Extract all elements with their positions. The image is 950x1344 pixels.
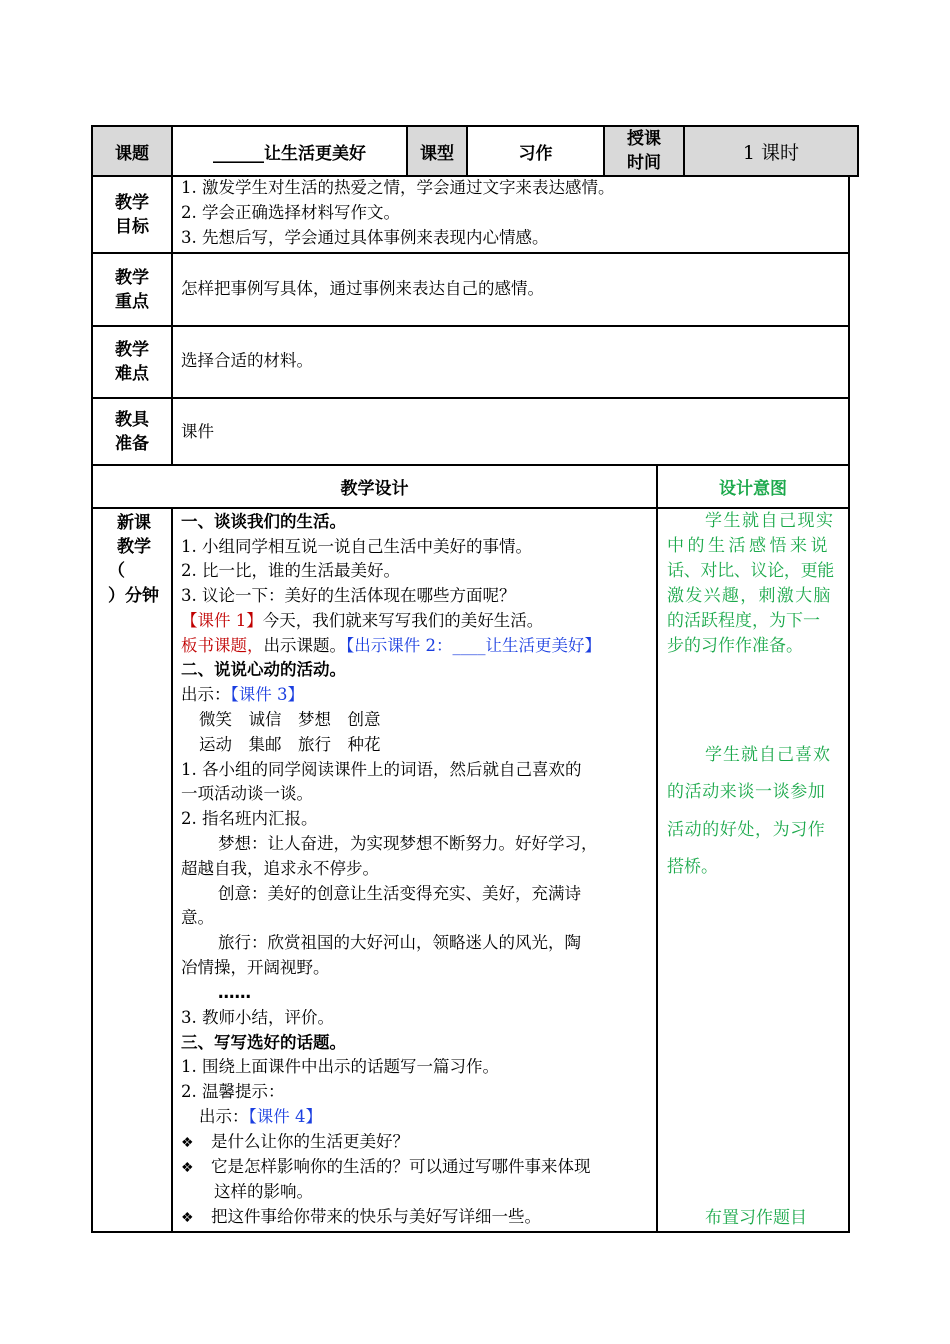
courseware-4: 【课件 4】 bbox=[248, 1107, 322, 1126]
bullet-icon: ❖ bbox=[181, 1160, 194, 1176]
difficulty-text: 选择合适的材料。 bbox=[181, 351, 313, 370]
report-dream-cont: 超越自我，追求永不停步。 bbox=[181, 859, 379, 878]
time-label-line1: 授课 bbox=[627, 129, 661, 149]
bullet-icon: ❖ bbox=[181, 1210, 194, 1226]
tip-item bbox=[181, 1130, 409, 1156]
list-item: 2. 温馨提示： bbox=[181, 1082, 285, 1101]
tip-text: 它是怎样影响你的生活的？可以通过写哪件事来体现 bbox=[211, 1157, 591, 1176]
section-title: 一、谈谈我们的生活。 bbox=[181, 512, 346, 531]
side-label: （ bbox=[108, 561, 125, 581]
ellipsis: …… bbox=[218, 983, 251, 1002]
difficulty-label-2: 难点 bbox=[115, 364, 149, 384]
list-item: 1. 小组同学相互说一说自己生活中美好的事情。 bbox=[181, 537, 532, 556]
goals-label bbox=[93, 177, 171, 252]
intent-line: 搭桥。 bbox=[667, 857, 718, 877]
tools-label-1: 教具 bbox=[115, 409, 149, 430]
tools-label-2: 准备 bbox=[115, 433, 149, 454]
time-label bbox=[605, 127, 683, 175]
show-line bbox=[199, 1105, 322, 1130]
key-label-2: 重点 bbox=[115, 291, 149, 312]
topic-label: 课题 bbox=[115, 143, 149, 164]
section-title: 二、说说心动的活动。 bbox=[181, 660, 346, 679]
intent-line: 激发兴趣，刺激大脑 bbox=[667, 586, 832, 606]
intent-header: 设计意图 bbox=[719, 479, 787, 499]
list-item: 3. 教师小结，评价。 bbox=[181, 1008, 334, 1027]
word-row: 微笑 诚信 梦想 创意 bbox=[199, 710, 381, 729]
goal-item: 2. 学会正确选择材料写作文。 bbox=[181, 203, 400, 222]
intent-line: 步的习作作准备。 bbox=[667, 636, 803, 656]
intent-line: 的活动来谈一谈参加 bbox=[667, 782, 826, 802]
list-item: 2. 指名班内汇报。 bbox=[181, 809, 318, 828]
time-value: 1 课时 bbox=[742, 141, 800, 164]
tip-text: 是什么让你的生活更美好？ bbox=[211, 1132, 409, 1151]
word-row: 运动 集邮 旅行 种花 bbox=[199, 735, 381, 754]
side-label: 教学 bbox=[117, 537, 151, 557]
list-item-cont: 一项活动谈一谈。 bbox=[181, 784, 313, 803]
goals-label-2: 目标 bbox=[115, 216, 149, 237]
tools-text: 课件 bbox=[181, 422, 214, 441]
intent-line: 活动的好处，为习作 bbox=[667, 820, 826, 840]
intent-line: 布置习作题目 bbox=[705, 1208, 807, 1228]
intent-line: 中的生活感悟来说 bbox=[667, 536, 831, 556]
tip-item-cont: 这样的影响。 bbox=[214, 1182, 313, 1201]
design-header: 教学设计 bbox=[340, 479, 409, 499]
report-travel: 旅行：欣赏祖国的大好河山，领略迷人的风光，陶 bbox=[218, 933, 581, 952]
courseware-2: 【出示课件 2：____让生活更美好】 bbox=[346, 636, 601, 655]
key-text: 怎样把事例写具体，通过事例来表达自己的感情。 bbox=[181, 279, 544, 298]
goals-label-1: 教学 bbox=[115, 192, 149, 213]
intent-line: 学生就自己现实 bbox=[705, 511, 835, 531]
show-line bbox=[181, 683, 304, 708]
show-title: 出示课题。 bbox=[263, 636, 346, 655]
bullet-icon: ❖ bbox=[181, 1135, 194, 1151]
tools-label bbox=[93, 399, 171, 464]
report-idea: 创意：美好的创意让生活变得充实、美好，充满诗 bbox=[218, 884, 581, 903]
time-label-line2: 时间 bbox=[627, 153, 661, 173]
board-title: 板书课题， bbox=[181, 636, 264, 655]
courseware-3: 【课件 3】 bbox=[230, 685, 304, 704]
tip-item bbox=[181, 1205, 541, 1231]
report-dream: 梦想：让人奋进，为实现梦想不断努力。好好学习， bbox=[218, 834, 598, 853]
report-idea-cont: 意。 bbox=[181, 908, 214, 927]
board-line bbox=[181, 634, 601, 659]
list-item: 2. 比一比，谁的生活最美好。 bbox=[181, 561, 400, 580]
goal-item: 3. 先想后写，学会通过具体事例来表现内心情感。 bbox=[181, 228, 549, 247]
key-label bbox=[93, 254, 171, 325]
courseware-1-line bbox=[181, 609, 543, 634]
list-item: 1. 围绕上面课件中出示的话题写一篇习作。 bbox=[181, 1057, 499, 1076]
side-label: ）分钟 bbox=[108, 586, 159, 606]
show-label: 出示： bbox=[199, 1107, 249, 1126]
type-value: 习作 bbox=[518, 143, 553, 164]
report-travel-cont: 冶情操，开阔视野。 bbox=[181, 958, 330, 977]
courseware-text: 今天，我们就来写写我们的美好生活。 bbox=[262, 611, 544, 630]
intent-line: 的活跃程度，为下一 bbox=[667, 611, 820, 631]
intent-line: 学生就自己喜欢 bbox=[705, 745, 831, 765]
key-label-1: 教学 bbox=[115, 267, 149, 288]
section-title: 三、写写选好的话题。 bbox=[181, 1033, 346, 1052]
topic-value: ______让生活更美好 bbox=[213, 143, 366, 164]
tip-item bbox=[181, 1155, 591, 1181]
tip-text: 把这件事给你带来的快乐与美好写详细一些。 bbox=[211, 1207, 541, 1226]
list-item: 3. 议论一下：美好的生活体现在哪些方面呢？ bbox=[181, 586, 516, 605]
show-label: 出示： bbox=[181, 685, 231, 704]
difficulty-label bbox=[93, 327, 171, 397]
courseware-tag: 【课件 1】 bbox=[181, 611, 263, 630]
goal-item: 1. 激发学生对生活的热爱之情，学会通过文字来表达感情。 bbox=[181, 178, 615, 197]
list-item: 1. 各小组的同学阅读课件上的词语，然后就自己喜欢的 bbox=[181, 760, 582, 779]
difficulty-label-1: 教学 bbox=[115, 340, 149, 360]
type-label: 课型 bbox=[420, 143, 454, 164]
intent-line: 话、对比、议论，更能 bbox=[667, 561, 834, 581]
side-label: 新课 bbox=[117, 513, 151, 533]
